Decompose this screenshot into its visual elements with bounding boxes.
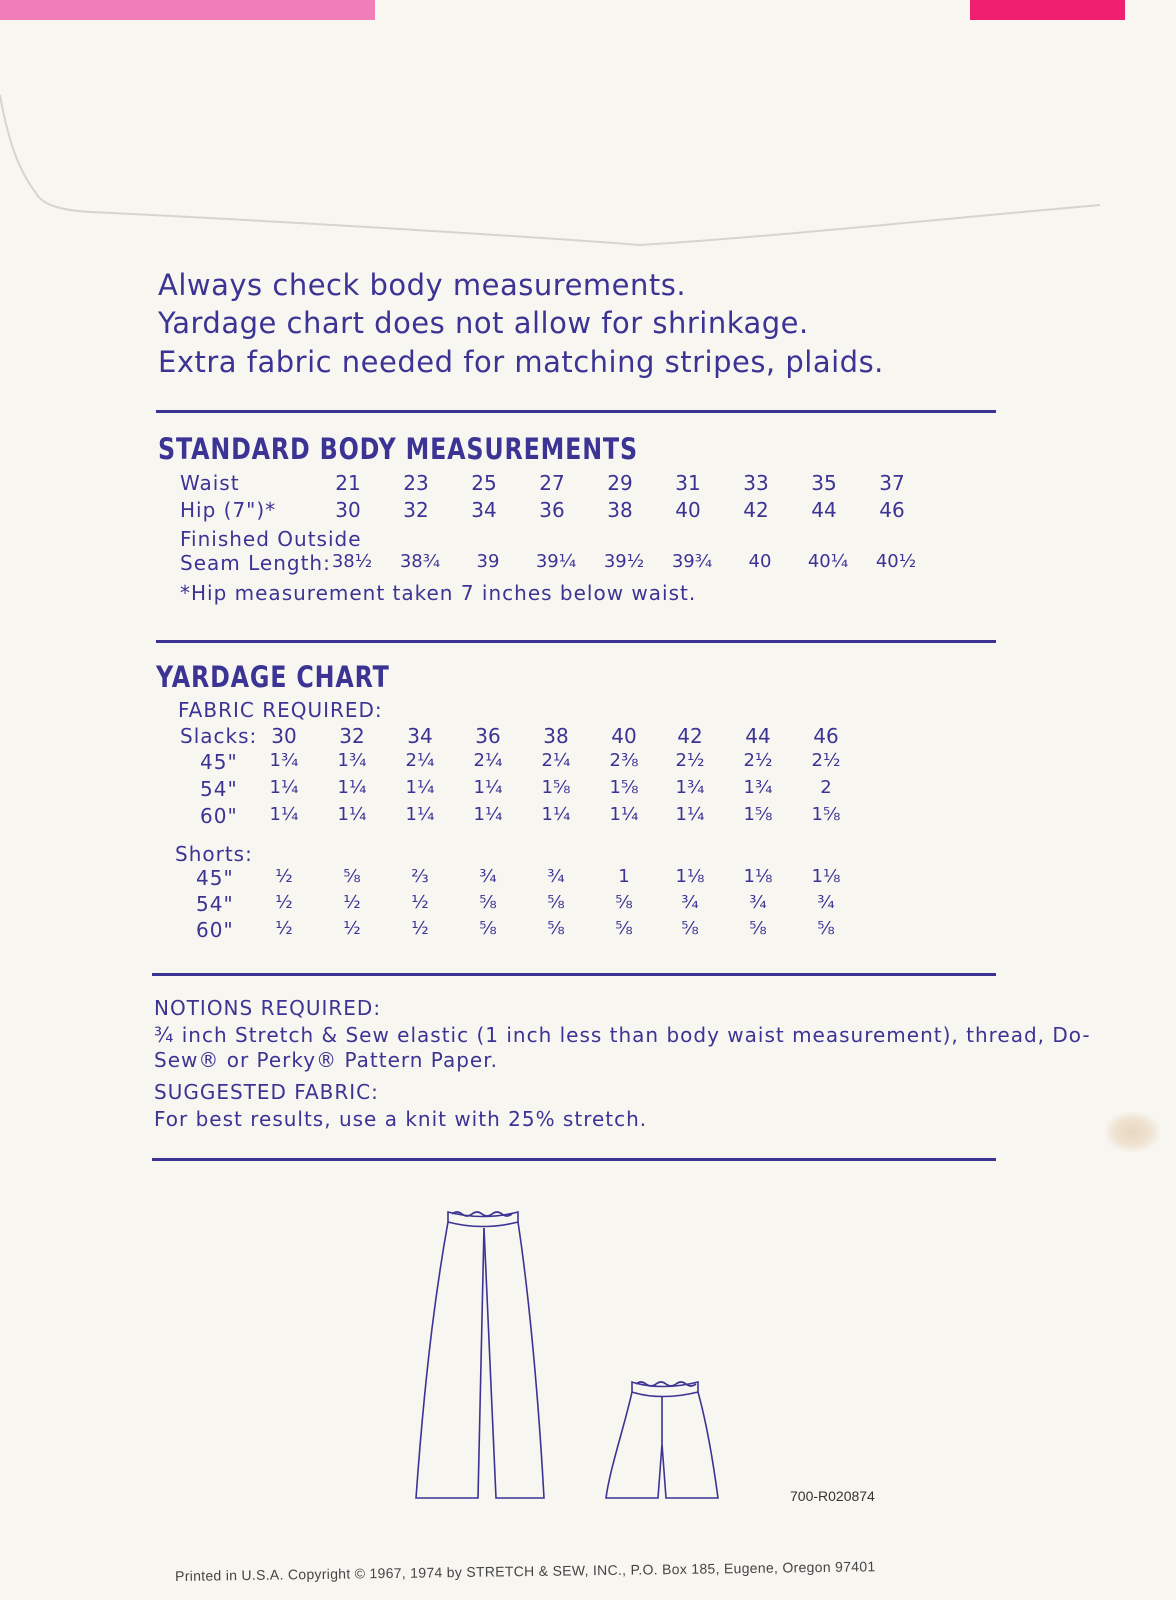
suggested-fabric-title: SUGGESTED FABRIC: [154, 1080, 379, 1104]
shorts-drawing [606, 1382, 718, 1498]
shorts-fabric-width: 45" [196, 866, 234, 890]
slacks-yardage-value: 1¼ [473, 777, 503, 798]
intro-line-1: Always check body measurements. [158, 268, 687, 302]
waist-value: 33 [743, 471, 769, 495]
shorts-yardage-value: 1⅛ [811, 866, 841, 887]
slacks-size-header: 30 [271, 724, 297, 748]
slacks-yardage-value: 2¼ [473, 750, 503, 771]
slacks-yardage-value: 1¼ [609, 804, 639, 825]
shorts-yardage-value: ⅔ [411, 866, 429, 887]
slacks-yardage-value: 1¼ [405, 804, 435, 825]
garment-drawings [410, 1198, 740, 1508]
slacks-yardage-value: 1¼ [473, 804, 503, 825]
slacks-yardage-value: 1¼ [405, 777, 435, 798]
waist-label: Waist [180, 471, 240, 495]
shorts-yardage-value: ⅝ [479, 892, 497, 913]
shorts-yardage-value: ⅝ [343, 866, 361, 887]
shorts-yardage-value: ½ [343, 892, 361, 913]
slacks-yardage-value: 2⅜ [609, 750, 639, 771]
shorts-yardage-value: ⅝ [749, 918, 767, 939]
shorts-fabric-width: 54" [196, 892, 234, 916]
shorts-yardage-value: ¾ [479, 866, 497, 887]
slacks-yardage-value: 1¾ [269, 750, 299, 771]
hip-value: 36 [539, 498, 565, 522]
seam-length-value: 39 [476, 551, 500, 572]
envelope-flap [0, 0, 1176, 270]
shorts-fabric-width: 60" [196, 918, 234, 942]
shorts-yardage-value: ¾ [547, 866, 565, 887]
notions-line-2: Sew® or Perky® Pattern Paper. [154, 1048, 498, 1072]
seam-length-value: 38¾ [399, 551, 441, 572]
shorts-yardage-value: ⅝ [479, 918, 497, 939]
copyright-footer: Printed in U.S.A. Copyright © 1967, 1974 by STRETCH & SEW, INC., P.O. Box 185, Eugene, Oregon 97401 [175, 1558, 876, 1584]
slacks-size-header: 46 [813, 724, 839, 748]
slacks-size-header: 34 [407, 724, 433, 748]
seam-length-value: 40½ [875, 551, 917, 572]
shorts-yardage-value: ⅝ [547, 918, 565, 939]
slacks-size-header: 42 [677, 724, 703, 748]
hip-value: 32 [403, 498, 429, 522]
shorts-yardage-value: 1 [618, 866, 630, 887]
slacks-yardage-value: 1⅝ [541, 777, 571, 798]
slacks-size-header: 32 [339, 724, 365, 748]
seam-length-value: 40 [748, 551, 772, 572]
shorts-yardage-value: ½ [275, 918, 293, 939]
slacks-yardage-value: 2 [820, 777, 832, 798]
waist-value: 31 [675, 471, 701, 495]
shorts-yardage-value: ¾ [681, 892, 699, 913]
suggested-fabric-text: For best results, use a knit with 25% stretch. [154, 1107, 648, 1131]
shorts-yardage-value: ⅝ [615, 892, 633, 913]
waist-value: 37 [879, 471, 905, 495]
notions-line-1: ¾ inch Stretch & Sew elastic (1 inch less than body waist measurement), thread, Do- [154, 1023, 1091, 1047]
hip-value: 46 [879, 498, 905, 522]
hip-value: 44 [811, 498, 837, 522]
shorts-yardage-value: ½ [343, 918, 361, 939]
slacks-fabric-width: 54" [200, 777, 238, 801]
body-measurements-title: STANDARD BODY MEASUREMENTS [158, 432, 638, 466]
slacks-size-header: 40 [611, 724, 637, 748]
hip-value: 42 [743, 498, 769, 522]
slacks-label: Slacks: [180, 724, 258, 748]
slacks-yardage-value: 1¼ [541, 804, 571, 825]
seam-length-value: 39¼ [535, 551, 577, 572]
slacks-yardage-value: 2½ [743, 750, 773, 771]
waist-value: 25 [471, 471, 497, 495]
shorts-yardage-value: ½ [411, 918, 429, 939]
shorts-yardage-value: ⅝ [681, 918, 699, 939]
slacks-yardage-value: 1¾ [337, 750, 367, 771]
slacks-yardage-value: 1⅝ [609, 777, 639, 798]
slacks-yardage-value: 2½ [811, 750, 841, 771]
hip-value: 34 [471, 498, 497, 522]
shorts-yardage-value: ⅝ [615, 918, 633, 939]
slacks-size-header: 44 [745, 724, 771, 748]
slacks-yardage-value: 1¾ [743, 777, 773, 798]
slacks-yardage-value: 1⅝ [811, 804, 841, 825]
shorts-yardage-value: ½ [275, 892, 293, 913]
slacks-size-header: 36 [475, 724, 501, 748]
hip-value: 40 [675, 498, 701, 522]
slacks-yardage-value: 2¼ [405, 750, 435, 771]
hip-footnote: *Hip measurement taken 7 inches below waist. [180, 581, 697, 605]
paper-stain [1105, 1112, 1160, 1152]
notions-title: NOTIONS REQUIRED: [154, 996, 382, 1020]
seam-length-value: 38½ [331, 551, 373, 572]
divider [152, 973, 996, 976]
hip-label: Hip (7")* [180, 498, 277, 522]
waist-value: 35 [811, 471, 837, 495]
slacks-yardage-value: 2½ [675, 750, 705, 771]
shorts-yardage-value: ¾ [749, 892, 767, 913]
pattern-code: 700-R020874 [790, 1488, 875, 1504]
intro-line-2: Yardage chart does not allow for shrinkage. [158, 306, 809, 340]
fabric-required-label: FABRIC REQUIRED: [178, 698, 383, 722]
slacks-size-header: 38 [543, 724, 569, 748]
seam-length-value: 40¼ [807, 551, 849, 572]
shorts-yardage-value: 1⅛ [675, 866, 705, 887]
shorts-yardage-value: ½ [411, 892, 429, 913]
hip-value: 38 [607, 498, 633, 522]
seam-length-value: 39½ [603, 551, 645, 572]
yardage-chart-title: YARDAGE CHART [156, 660, 390, 694]
slacks-yardage-value: 1¼ [269, 777, 299, 798]
shorts-yardage-value: ⅝ [547, 892, 565, 913]
divider [152, 1158, 996, 1161]
waist-value: 29 [607, 471, 633, 495]
slacks-yardage-value: 1¼ [269, 804, 299, 825]
slacks-fabric-width: 60" [200, 804, 238, 828]
waist-value: 23 [403, 471, 429, 495]
shorts-label: Shorts: [175, 842, 253, 866]
slacks-yardage-value: 2¼ [541, 750, 571, 771]
shorts-yardage-value: ½ [275, 866, 293, 887]
hip-value: 30 [335, 498, 361, 522]
seam-label-line-1: Finished Outside [180, 527, 362, 551]
slacks-yardage-value: 1⅝ [743, 804, 773, 825]
shorts-yardage-value: 1⅛ [743, 866, 773, 887]
slacks-yardage-value: 1¾ [675, 777, 705, 798]
shorts-yardage-value: ¾ [817, 892, 835, 913]
divider [156, 640, 996, 643]
waist-value: 27 [539, 471, 565, 495]
slacks-yardage-value: 1¼ [337, 804, 367, 825]
slacks-yardage-value: 1¼ [675, 804, 705, 825]
waist-value: 21 [335, 471, 361, 495]
slacks-drawing [416, 1212, 544, 1498]
divider [156, 410, 996, 413]
slacks-fabric-width: 45" [200, 750, 238, 774]
slacks-yardage-value: 1¼ [337, 777, 367, 798]
seam-label-line-2: Seam Length: [180, 551, 331, 575]
shorts-yardage-value: ⅝ [817, 918, 835, 939]
intro-line-3: Extra fabric needed for matching stripes, plaids. [158, 345, 884, 379]
seam-length-value: 39¾ [671, 551, 713, 572]
